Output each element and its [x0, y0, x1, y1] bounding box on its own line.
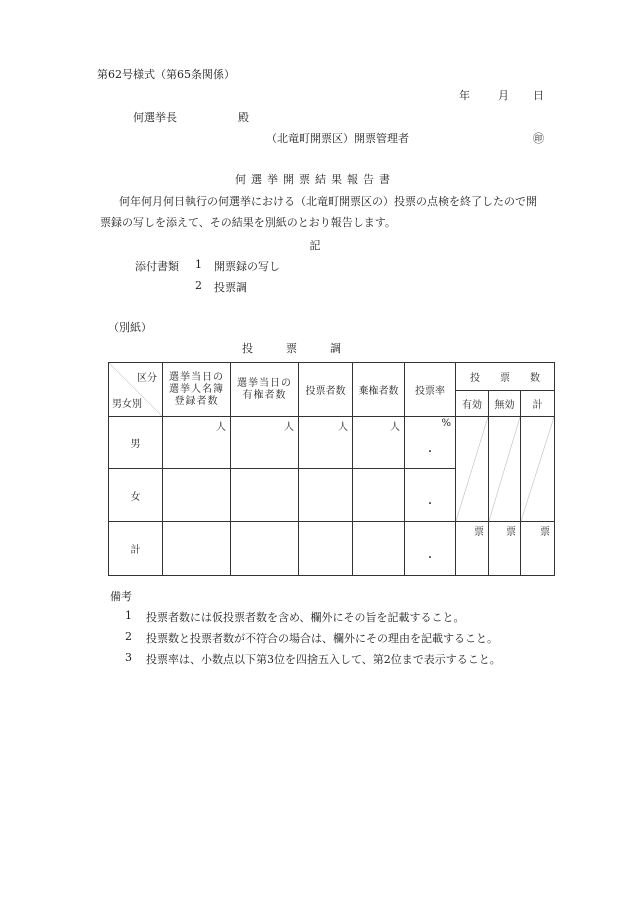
attachment-item: 開票録の写し — [214, 260, 280, 273]
cell-invalid — [489, 522, 521, 576]
col-header-registered: 選挙当日の選挙人名簿登録者数 — [163, 363, 231, 417]
remark-number: 2 — [125, 630, 132, 643]
col-header-valid: 有効 — [456, 391, 489, 417]
cell-eligible — [231, 417, 299, 469]
cell-rate — [405, 469, 456, 522]
strike-line — [456, 417, 488, 521]
recipient: 何選挙長 — [133, 111, 177, 124]
unit-person: 人 — [390, 422, 400, 433]
cell-registered — [163, 522, 231, 576]
date-year-label: 年 — [459, 89, 470, 102]
remarks-label: 備考 — [110, 590, 132, 603]
unit-percent: % — [441, 418, 451, 429]
unit-ballot: 票 — [506, 527, 516, 538]
col-header-total: 計 — [521, 391, 555, 417]
remark-text: 投票者数には仮投票者数を含め、欄外にその旨を記載すること。 — [146, 611, 465, 624]
cell-valid — [456, 522, 489, 576]
cell-voters — [299, 469, 353, 522]
strike-line — [521, 417, 554, 521]
body-line-1: 何年何月何日執行の何選挙における（北竜町開票区の）投票の点検を終了したので開 — [119, 195, 537, 208]
remark-text: 投票数と投票者数が不符合の場合は、欄外にその理由を記載すること。 — [146, 632, 498, 645]
cell-rate — [405, 417, 456, 469]
document-title: 何選挙開票結果報告書 — [235, 173, 395, 186]
cell-invalid-struck — [489, 417, 521, 522]
remark-text: 投票率は、小数点以下第3位を四捨五入して、第2位まで表示すること。 — [146, 653, 501, 666]
cell-total-struck — [521, 417, 555, 522]
row-label-male: 男 — [109, 417, 163, 469]
manager-title: （北竜町開票区）開票管理者 — [266, 132, 409, 145]
cell-abstain — [353, 417, 405, 469]
remark-number: 1 — [125, 609, 132, 622]
col-header-eligible: 選挙当日の有権者数 — [231, 363, 299, 417]
col-header-rate: 投票率 — [405, 363, 456, 417]
unit-ballot: 票 — [474, 527, 484, 538]
row-label-total: 計 — [109, 522, 163, 576]
corner-top-label: 区分 — [137, 373, 157, 384]
col-header-invalid: 無効 — [489, 391, 521, 417]
cell-valid-struck — [456, 417, 489, 522]
form-number: 第62号様式（第65条関係） — [97, 68, 235, 81]
unit-person: 人 — [216, 422, 226, 433]
unit-ballot: 票 — [540, 527, 551, 538]
cell-abstain — [353, 522, 405, 576]
date-day-label: 日 — [533, 89, 544, 102]
cell-registered — [163, 417, 231, 469]
table-title: 投 票 調 — [242, 342, 341, 355]
cell-rate — [405, 522, 456, 576]
unit-person: 人 — [338, 422, 348, 433]
cell-registered — [163, 469, 231, 522]
attachment-number: 2 — [195, 279, 202, 292]
ki-heading: 記 — [309, 239, 321, 252]
vote-table — [108, 362, 555, 576]
appendix-label: （別紙） — [108, 321, 152, 334]
cell-eligible — [231, 469, 299, 522]
strike-line — [489, 417, 520, 521]
seal-mark: ㊞ — [533, 132, 544, 145]
honorific: 殿 — [238, 111, 249, 124]
decimal-point: ・ — [425, 446, 435, 458]
row-label-female: 女 — [109, 469, 163, 522]
cell-abstain — [353, 469, 405, 522]
corner-bottom-label: 男女別 — [112, 399, 142, 410]
unit-person: 人 — [284, 422, 294, 433]
cell-voters — [299, 417, 353, 469]
body-line-2: 票録の写しを添えて、その結果を別紙のとおり報告します。 — [100, 216, 396, 229]
cell-total — [521, 522, 555, 576]
col-header-voters: 投票者数 — [299, 363, 353, 417]
remark-number: 3 — [125, 651, 132, 664]
col-header-abstain: 棄権者数 — [353, 363, 405, 417]
cell-voters — [299, 522, 353, 576]
corner-header — [109, 363, 163, 417]
attachment-number: 1 — [195, 258, 202, 271]
decimal-point: ・ — [425, 552, 435, 564]
col-header-ballots: 投 票 数 — [456, 363, 555, 391]
decimal-point: ・ — [425, 499, 435, 510]
cell-eligible — [231, 522, 299, 576]
attachment-item: 投票調 — [214, 281, 247, 294]
attachments-label: 添付書類 — [135, 260, 179, 273]
date-month-label: 月 — [498, 89, 509, 102]
